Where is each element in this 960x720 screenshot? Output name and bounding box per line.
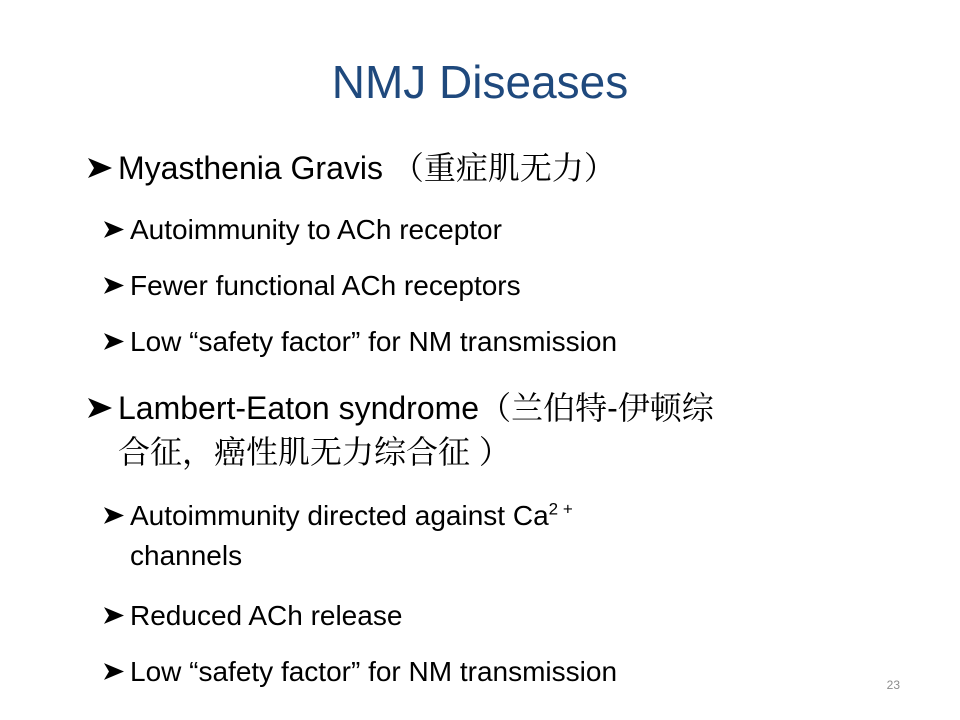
bullet-text [118,386,714,474]
bullet-text: Myasthenia Gravis （重症肌无力） [118,150,616,186]
subbullet-text: Autoimmunity to ACh receptor [130,214,502,245]
subbullet-text-line1: Autoimmunity directed against Ca [130,500,549,531]
arrow-bullet-icon [104,277,130,294]
bullet-lambert-eaton [88,386,714,474]
subbullet-text: Low “safety factor” for NM transmission [130,326,618,357]
subbullet-text [130,496,573,576]
arrow-bullet-icon [104,607,130,624]
slide-title: NMJ Diseases [331,56,629,108]
bullet-myasthenia-gravis [88,146,616,190]
superscript: 2 + [548,499,573,519]
subbullet-text-line2: channels [130,540,243,571]
arrow-bullet-icon [88,398,118,418]
bullet-text-line2: 合征，癌性肌无力综合征 ） [118,434,511,470]
page-number: 23 [886,678,900,692]
arrow-bullet-icon [104,333,130,350]
subbullet-low-safety-factor-2 [104,652,617,692]
subbullet-low-safety-factor-1 [104,322,617,362]
subbullet-text: Low “safety factor” for NM transmission [130,656,618,687]
subbullet-text: Reduced ACh release [130,600,403,631]
subbullet-reduced-ach-release [104,596,402,636]
subbullet-fewer-receptors [104,266,521,306]
arrow-bullet-icon [104,221,130,238]
subbullet-text: Fewer functional ACh receptors [130,270,521,301]
arrow-bullet-icon [104,663,130,680]
bullet-text-line1: Lambert-Eaton syndrome（兰伯特-伊顿综 [118,390,714,426]
arrow-bullet-icon [104,507,130,524]
subbullet-autoimmunity-ach-receptor [104,210,502,250]
arrow-bullet-icon [88,158,118,178]
subbullet-autoimmunity-ca-channels [104,496,573,576]
